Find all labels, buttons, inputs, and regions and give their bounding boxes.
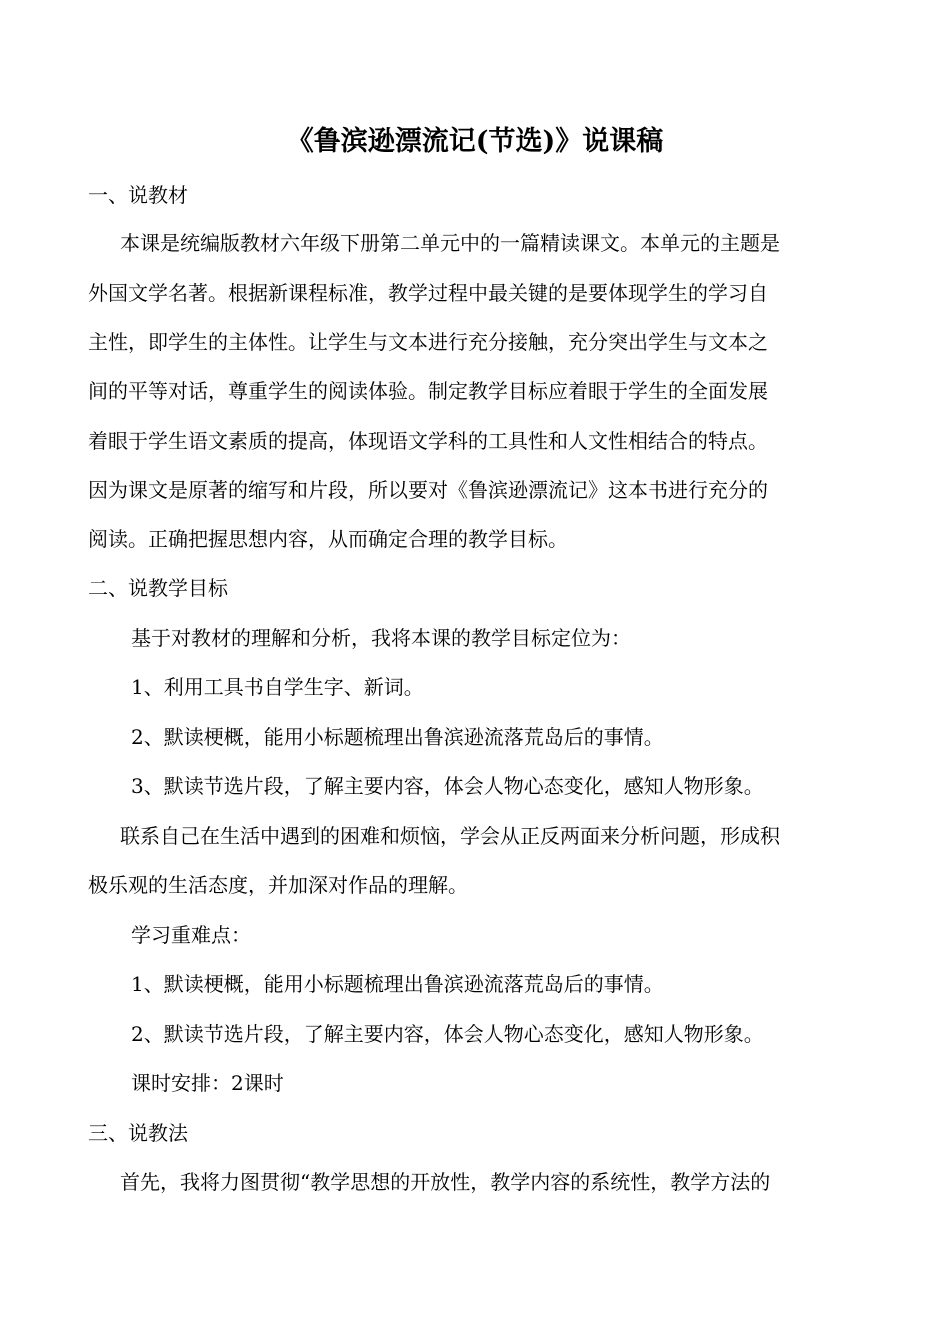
paragraph-line: 因为课文是原著的缩写和片段，所以要对《鲁滨逊漂流记》这本书进行充分的	[88, 478, 768, 502]
keypoints-label: 学习重难点：	[131, 923, 251, 947]
paragraph-line: 阅读。正确把握思想内容，从而确定合理的教学目标。	[88, 527, 568, 551]
paragraph-line: 本课是统编版教材六年级下册第二单元中的一篇精读课文。本单元的主题是	[120, 231, 780, 255]
section-heading: 三、说教法	[88, 1121, 188, 1145]
paragraph-line: 间的平等对话，尊重学生的阅读体验。制定教学目标应着眼于学生的全面发展	[88, 379, 768, 403]
paragraph-line: 基于对教材的理解和分析，我将本课的教学目标定位为：	[131, 626, 631, 650]
paragraph-line: 联系自己在生活中遇到的困难和烦恼，学会从正反两面来分析问题，形成积	[120, 824, 780, 848]
paragraph-line: 首先，我将力图贯彻“教学思想的开放性，教学内容的系统性，教学方法的	[120, 1170, 771, 1194]
paragraph-line: 外国文学名著。根据新课程标准，教学过程中最关键的是要体现学生的学习自	[88, 281, 768, 305]
goal-item: 3、默读节选片段，了解主要内容，体会人物心态变化，感知人物形象。	[131, 774, 764, 798]
goal-item: 1、利用工具书自学生字、新词。	[131, 675, 424, 699]
keypoint-item: 2、默读节选片段，了解主要内容，体会人物心态变化，感知人物形象。	[131, 1022, 764, 1046]
goal-item: 2、默读梗概，能用小标题梳理出鲁滨逊流落荒岛后的事情。	[131, 725, 664, 749]
section-heading: 二、说教学目标	[88, 576, 228, 600]
paragraph-line: 主性，即学生的主体性。让学生与文本进行充分接触，充分突出学生与文本之	[88, 330, 768, 354]
section-heading: 一、说教材	[88, 183, 188, 207]
document-title: 《鲁滨逊漂流记(节选)》说课稿	[286, 126, 664, 157]
paragraph-line: 着眼于学生语文素质的提高，体现语文学科的工具性和人文性相结合的特点。	[88, 429, 768, 453]
paragraph-line: 极乐观的生活态度，并加深对作品的理解。	[88, 873, 468, 897]
keypoint-item: 1、默读梗概，能用小标题梳理出鲁滨逊流落荒岛后的事情。	[131, 972, 664, 996]
schedule-line: 课时安排：2课时	[131, 1071, 284, 1095]
